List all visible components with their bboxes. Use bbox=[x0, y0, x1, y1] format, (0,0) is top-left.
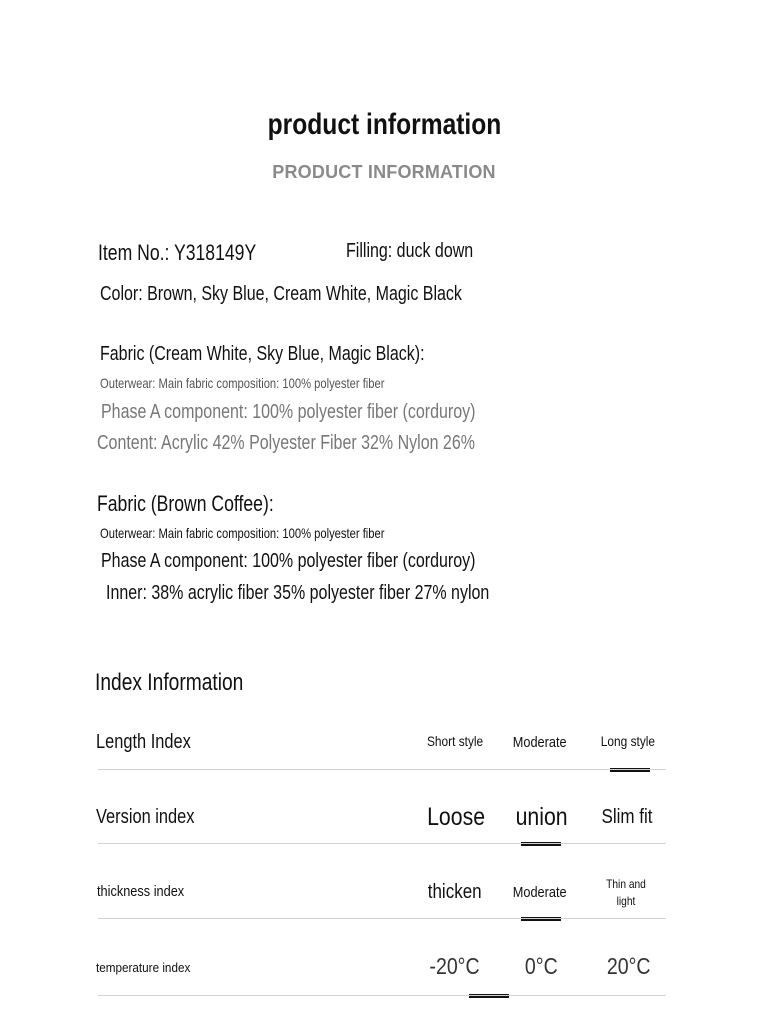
thickness-option-thicken: thicken bbox=[428, 881, 482, 903]
fabric-2-inner: Inner: 38% acrylic fiber 35% polyester fiber 27% nylon bbox=[106, 582, 490, 604]
page-subtitle: PRODUCT INFORMATION bbox=[272, 162, 496, 182]
thickness-index-track bbox=[98, 918, 666, 919]
fabric-2-phase-a: Phase A component: 100% polyester fiber (corduroy) bbox=[101, 550, 476, 572]
version-option-union: union bbox=[515, 803, 568, 831]
color-info: Color: Brown, Sky Blue, Cream White, Magic Black bbox=[100, 283, 462, 305]
version-option-slim-fit: Slim fit bbox=[601, 806, 653, 828]
thickness-option-thin-light: Thin and light bbox=[606, 877, 646, 908]
length-option-short: Short style bbox=[426, 733, 484, 749]
fabric-1-content: Content: Acrylic 42% Polyester Fiber 32% Nylon 26% bbox=[97, 432, 475, 454]
version-index-label: Version index bbox=[96, 806, 195, 828]
thickness-option-moderate: Moderate bbox=[513, 884, 567, 901]
fabric-2-heading: Fabric (Brown Coffee): bbox=[97, 491, 274, 516]
version-index-track bbox=[98, 843, 666, 844]
fabric-1-heading: Fabric (Cream White, Sky Blue, Magic Black): bbox=[100, 343, 425, 365]
index-heading: Index Information bbox=[95, 669, 244, 696]
temperature-option-20: 20°C bbox=[607, 953, 651, 979]
filling-info: Filling: duck down bbox=[346, 240, 474, 262]
length-option-long: Long style bbox=[600, 733, 656, 749]
temperature-index-track bbox=[98, 995, 666, 996]
fabric-2-outerwear: Outerwear: Main fabric composition: 100% polyester fiber bbox=[100, 525, 385, 541]
temperature-option-0: 0°C bbox=[524, 953, 558, 979]
fabric-1-phase-a: Phase A component: 100% polyester fiber (corduroy) bbox=[101, 401, 476, 423]
temperature-index-label: temperature index bbox=[96, 960, 191, 975]
page-title: product information bbox=[267, 108, 501, 141]
temperature-option-minus-20: -20°C bbox=[429, 953, 481, 979]
length-option-moderate: Moderate bbox=[513, 734, 567, 751]
length-index-label: Length Index bbox=[96, 731, 191, 753]
length-index-track bbox=[98, 769, 666, 770]
fabric-1-outerwear: Outerwear: Main fabric composition: 100% polyester fiber bbox=[100, 375, 385, 391]
item-number: Item No.: Y318149Y bbox=[98, 240, 257, 265]
thickness-index-label: thickness index bbox=[97, 883, 185, 900]
version-option-loose: Loose bbox=[427, 803, 485, 831]
